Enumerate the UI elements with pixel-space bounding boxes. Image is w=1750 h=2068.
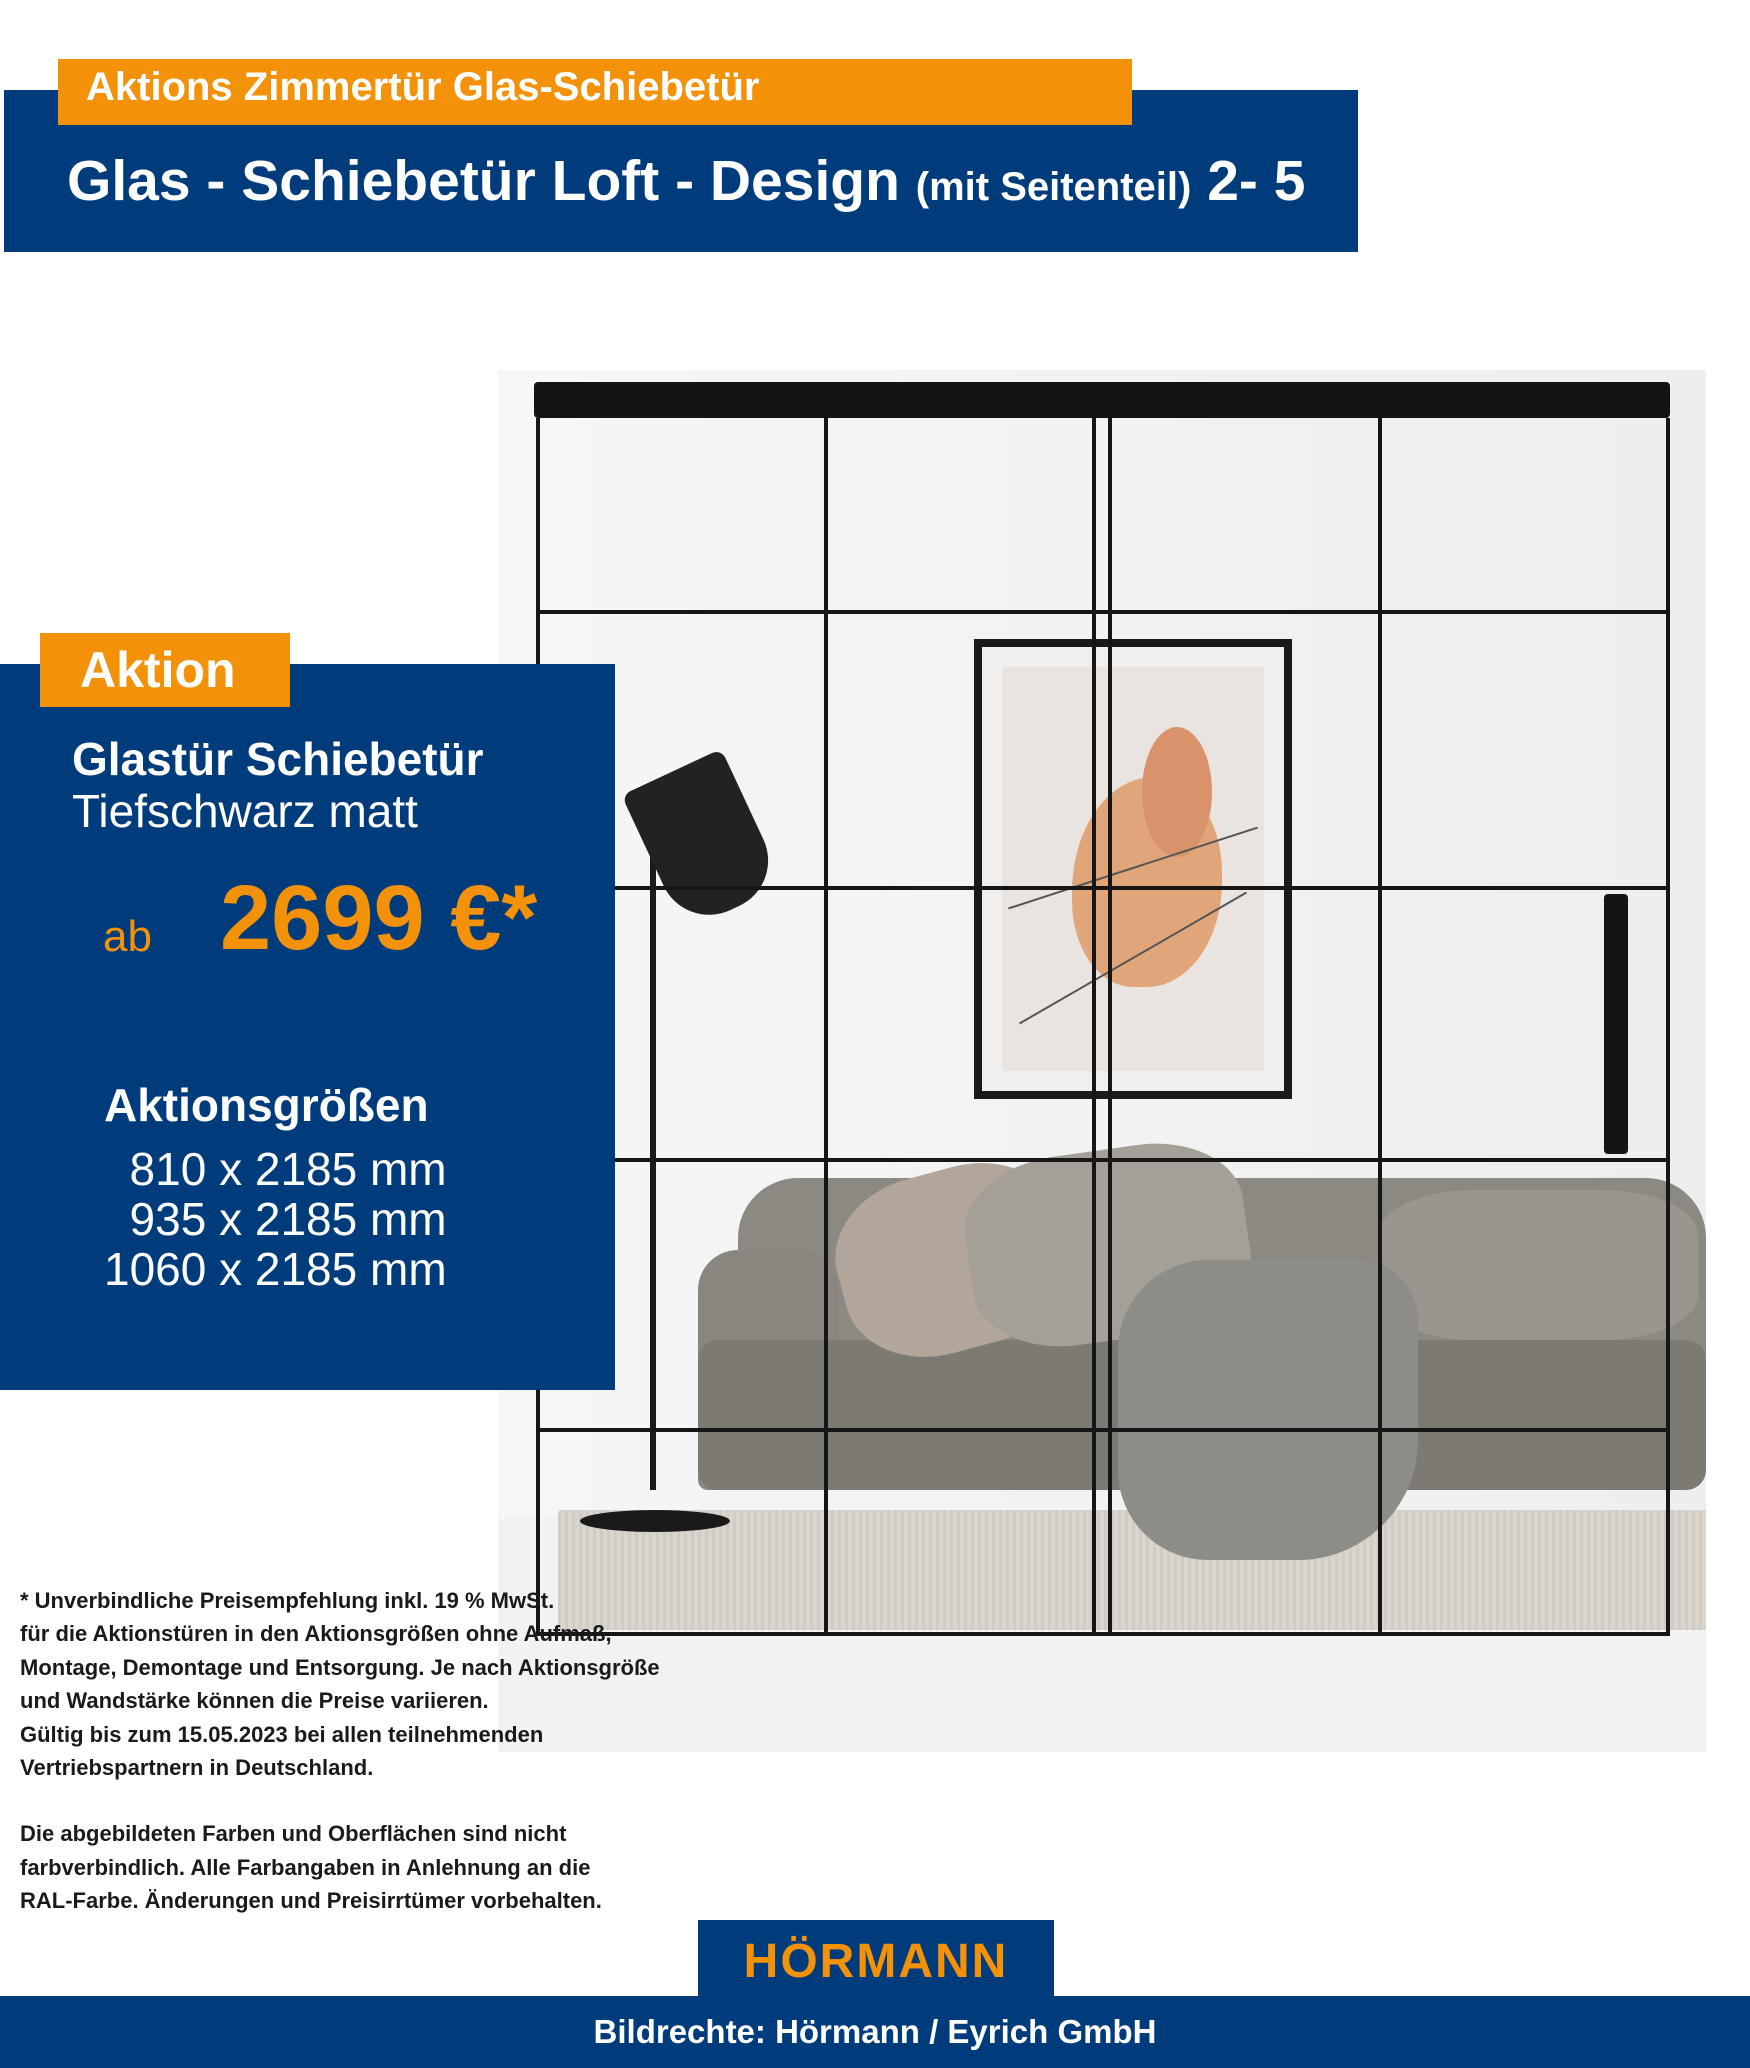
scene-artwork xyxy=(974,639,1292,1099)
logo-text: HÖRMANN xyxy=(743,1935,1009,1988)
aktion-badge xyxy=(40,633,290,707)
aktion-label: Aktion xyxy=(80,642,236,698)
disclaimer-line: * Unverbindliche Preisempfehlung inkl. 19 % MwSt. xyxy=(20,1588,555,1613)
door-frame-line xyxy=(1378,418,1382,1636)
header-kicker: Aktions Zimmertür Glas-Schiebetür xyxy=(86,65,760,109)
size-option: 935 x 2185 mm xyxy=(104,1193,447,1245)
image-credit: Bildrechte: Hörmann / Eyrich GmbH xyxy=(593,2013,1157,2050)
title-suffix: 2- 5 xyxy=(1191,149,1306,213)
door-frame-line xyxy=(824,418,828,1636)
price-value: 2699 €* xyxy=(220,867,538,969)
disclaimer-line: farbverbindlich. Alle Farbangaben in Anlehnung an die xyxy=(20,1854,591,1880)
disclaimer-line: für die Aktionstüren in den Aktionsgrößen ohne Aufmaß, xyxy=(20,1621,612,1647)
size-option: 1060 x 2185 mm xyxy=(104,1243,447,1295)
artwork-shape xyxy=(1142,727,1212,857)
door-frame-line xyxy=(1108,418,1112,1636)
door-frame-line xyxy=(536,1158,1670,1162)
title-small: (mit Seitenteil) xyxy=(915,165,1192,209)
door-frame-line xyxy=(536,1428,1670,1432)
page-title xyxy=(67,148,1305,214)
product-image xyxy=(498,370,1706,1752)
door-handle xyxy=(1604,894,1628,1154)
price-prefix: ab xyxy=(103,912,152,961)
door-frame-line xyxy=(536,610,1670,614)
disclaimer-text xyxy=(20,1584,780,1918)
hormann-logo xyxy=(698,1920,1054,1996)
sizes-heading: Aktionsgrößen xyxy=(104,1079,429,1131)
artwork-canvas xyxy=(1002,667,1264,1071)
scene-throw-blanket xyxy=(1118,1260,1418,1560)
scene-cushion xyxy=(1378,1190,1698,1340)
disclaimer-line: Montage, Demontage und Entsorgung. Je nach Aktionsgröße xyxy=(20,1654,660,1680)
title-main: Glas - Schiebetür Loft - Design xyxy=(67,149,916,213)
product-finish: Tiefschwarz matt xyxy=(72,785,418,837)
door-frame-line xyxy=(1092,418,1096,1636)
scene-lamp-base xyxy=(580,1510,730,1532)
product-name: Glastür Schiebetür xyxy=(72,733,484,785)
disclaimer-line: Vertriebspartnern in Deutschland. xyxy=(20,1755,374,1781)
door-rail xyxy=(534,382,1670,418)
scene-lamp-pole xyxy=(650,790,656,1490)
disclaimer-line: Die abgebildeten Farben und Oberflächen sind nicht xyxy=(20,1821,567,1847)
size-option: 810 x 2185 mm xyxy=(104,1143,447,1195)
disclaimer-line: Gültig bis zum 15.05.2023 bei allen teilnehmenden xyxy=(20,1721,544,1747)
disclaimer-line: RAL-Farbe. Änderungen und Preisirrtümer vorbehalten. xyxy=(20,1888,602,1914)
header-kicker-strip xyxy=(58,59,1132,125)
door-frame-line xyxy=(536,886,1670,890)
footer-bar xyxy=(0,1996,1750,2068)
door-frame-line xyxy=(1666,418,1670,1636)
disclaimer-line: und Wandstärke können die Preise variieren. xyxy=(20,1688,489,1714)
